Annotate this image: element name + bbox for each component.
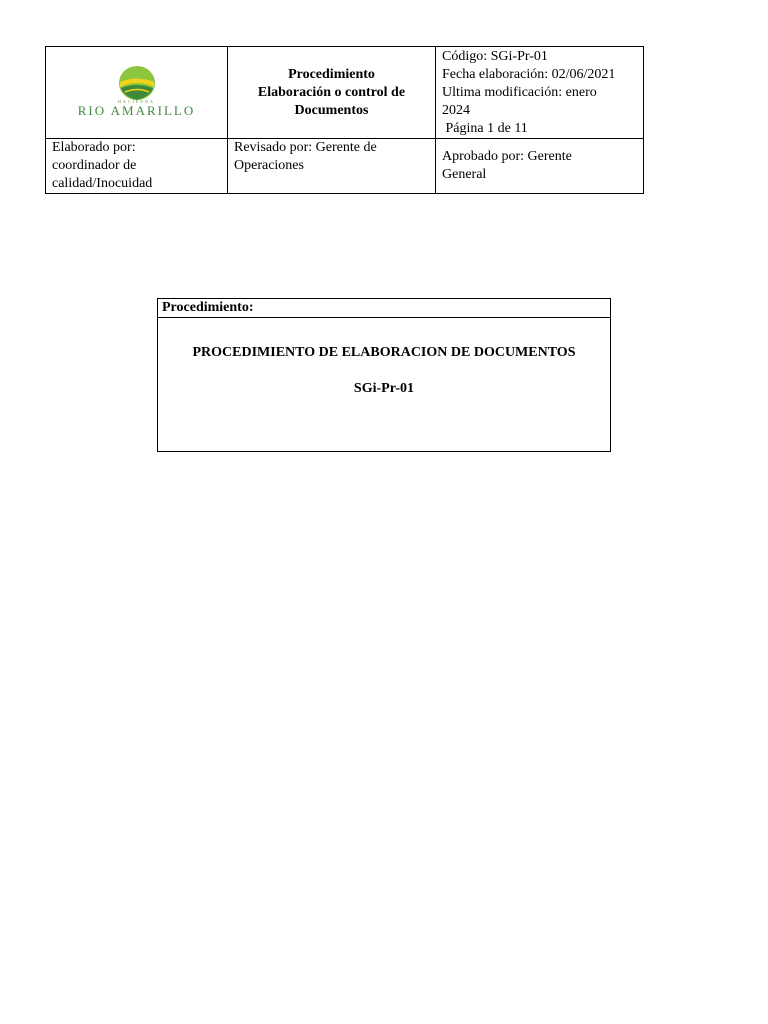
prepared-by-line-2: coordinador de xyxy=(52,158,137,173)
prepared-by-line-3: calidad/Inocuidad xyxy=(52,176,153,191)
prepared-by-cell xyxy=(46,139,228,194)
title-line-3: Documentos xyxy=(294,102,369,118)
last-modified-line-1: Ultima modificación: enero xyxy=(442,85,597,100)
procedure-title: PROCEDIMIENTO DE ELABORACION DE DOCUMENTOS xyxy=(192,345,576,360)
document-code: Código: SGi-Pr-01 xyxy=(442,49,548,64)
page-number: Página 1 de 11 xyxy=(442,121,528,136)
logo-top-text: HACIENDA xyxy=(118,99,155,104)
company-logo xyxy=(46,65,227,118)
approved-by-line-1: Aprobado por: Gerente xyxy=(442,149,572,164)
title-line-1: Procedimiento xyxy=(288,66,375,82)
procedure-box xyxy=(157,298,611,452)
reviewed-by-line-1: Revisado por: Gerente de xyxy=(234,140,377,155)
procedure-code: SGi-Pr-01 xyxy=(353,381,415,396)
approved-by-cell xyxy=(436,139,644,194)
logo-name: RIO AMARILLO xyxy=(77,103,196,118)
title-line-2: Elaboración o control de xyxy=(257,84,406,100)
document-info-cell xyxy=(436,47,644,139)
approved-by-line-2: General xyxy=(442,167,487,182)
reviewed-by-cell xyxy=(228,139,436,194)
last-modified-line-2: 2024 xyxy=(442,103,470,118)
document-title-cell xyxy=(228,47,436,139)
reviewed-by-line-2: Operaciones xyxy=(234,158,304,173)
creation-date: Fecha elaboración: 02/06/2021 xyxy=(442,67,616,82)
logo-emblem-icon xyxy=(117,65,157,101)
prepared-by-line-1: Elaborado por: xyxy=(52,140,136,155)
procedure-label: Procedimiento: xyxy=(158,299,610,318)
document-header-table xyxy=(45,46,644,194)
logo-cell xyxy=(46,47,228,139)
